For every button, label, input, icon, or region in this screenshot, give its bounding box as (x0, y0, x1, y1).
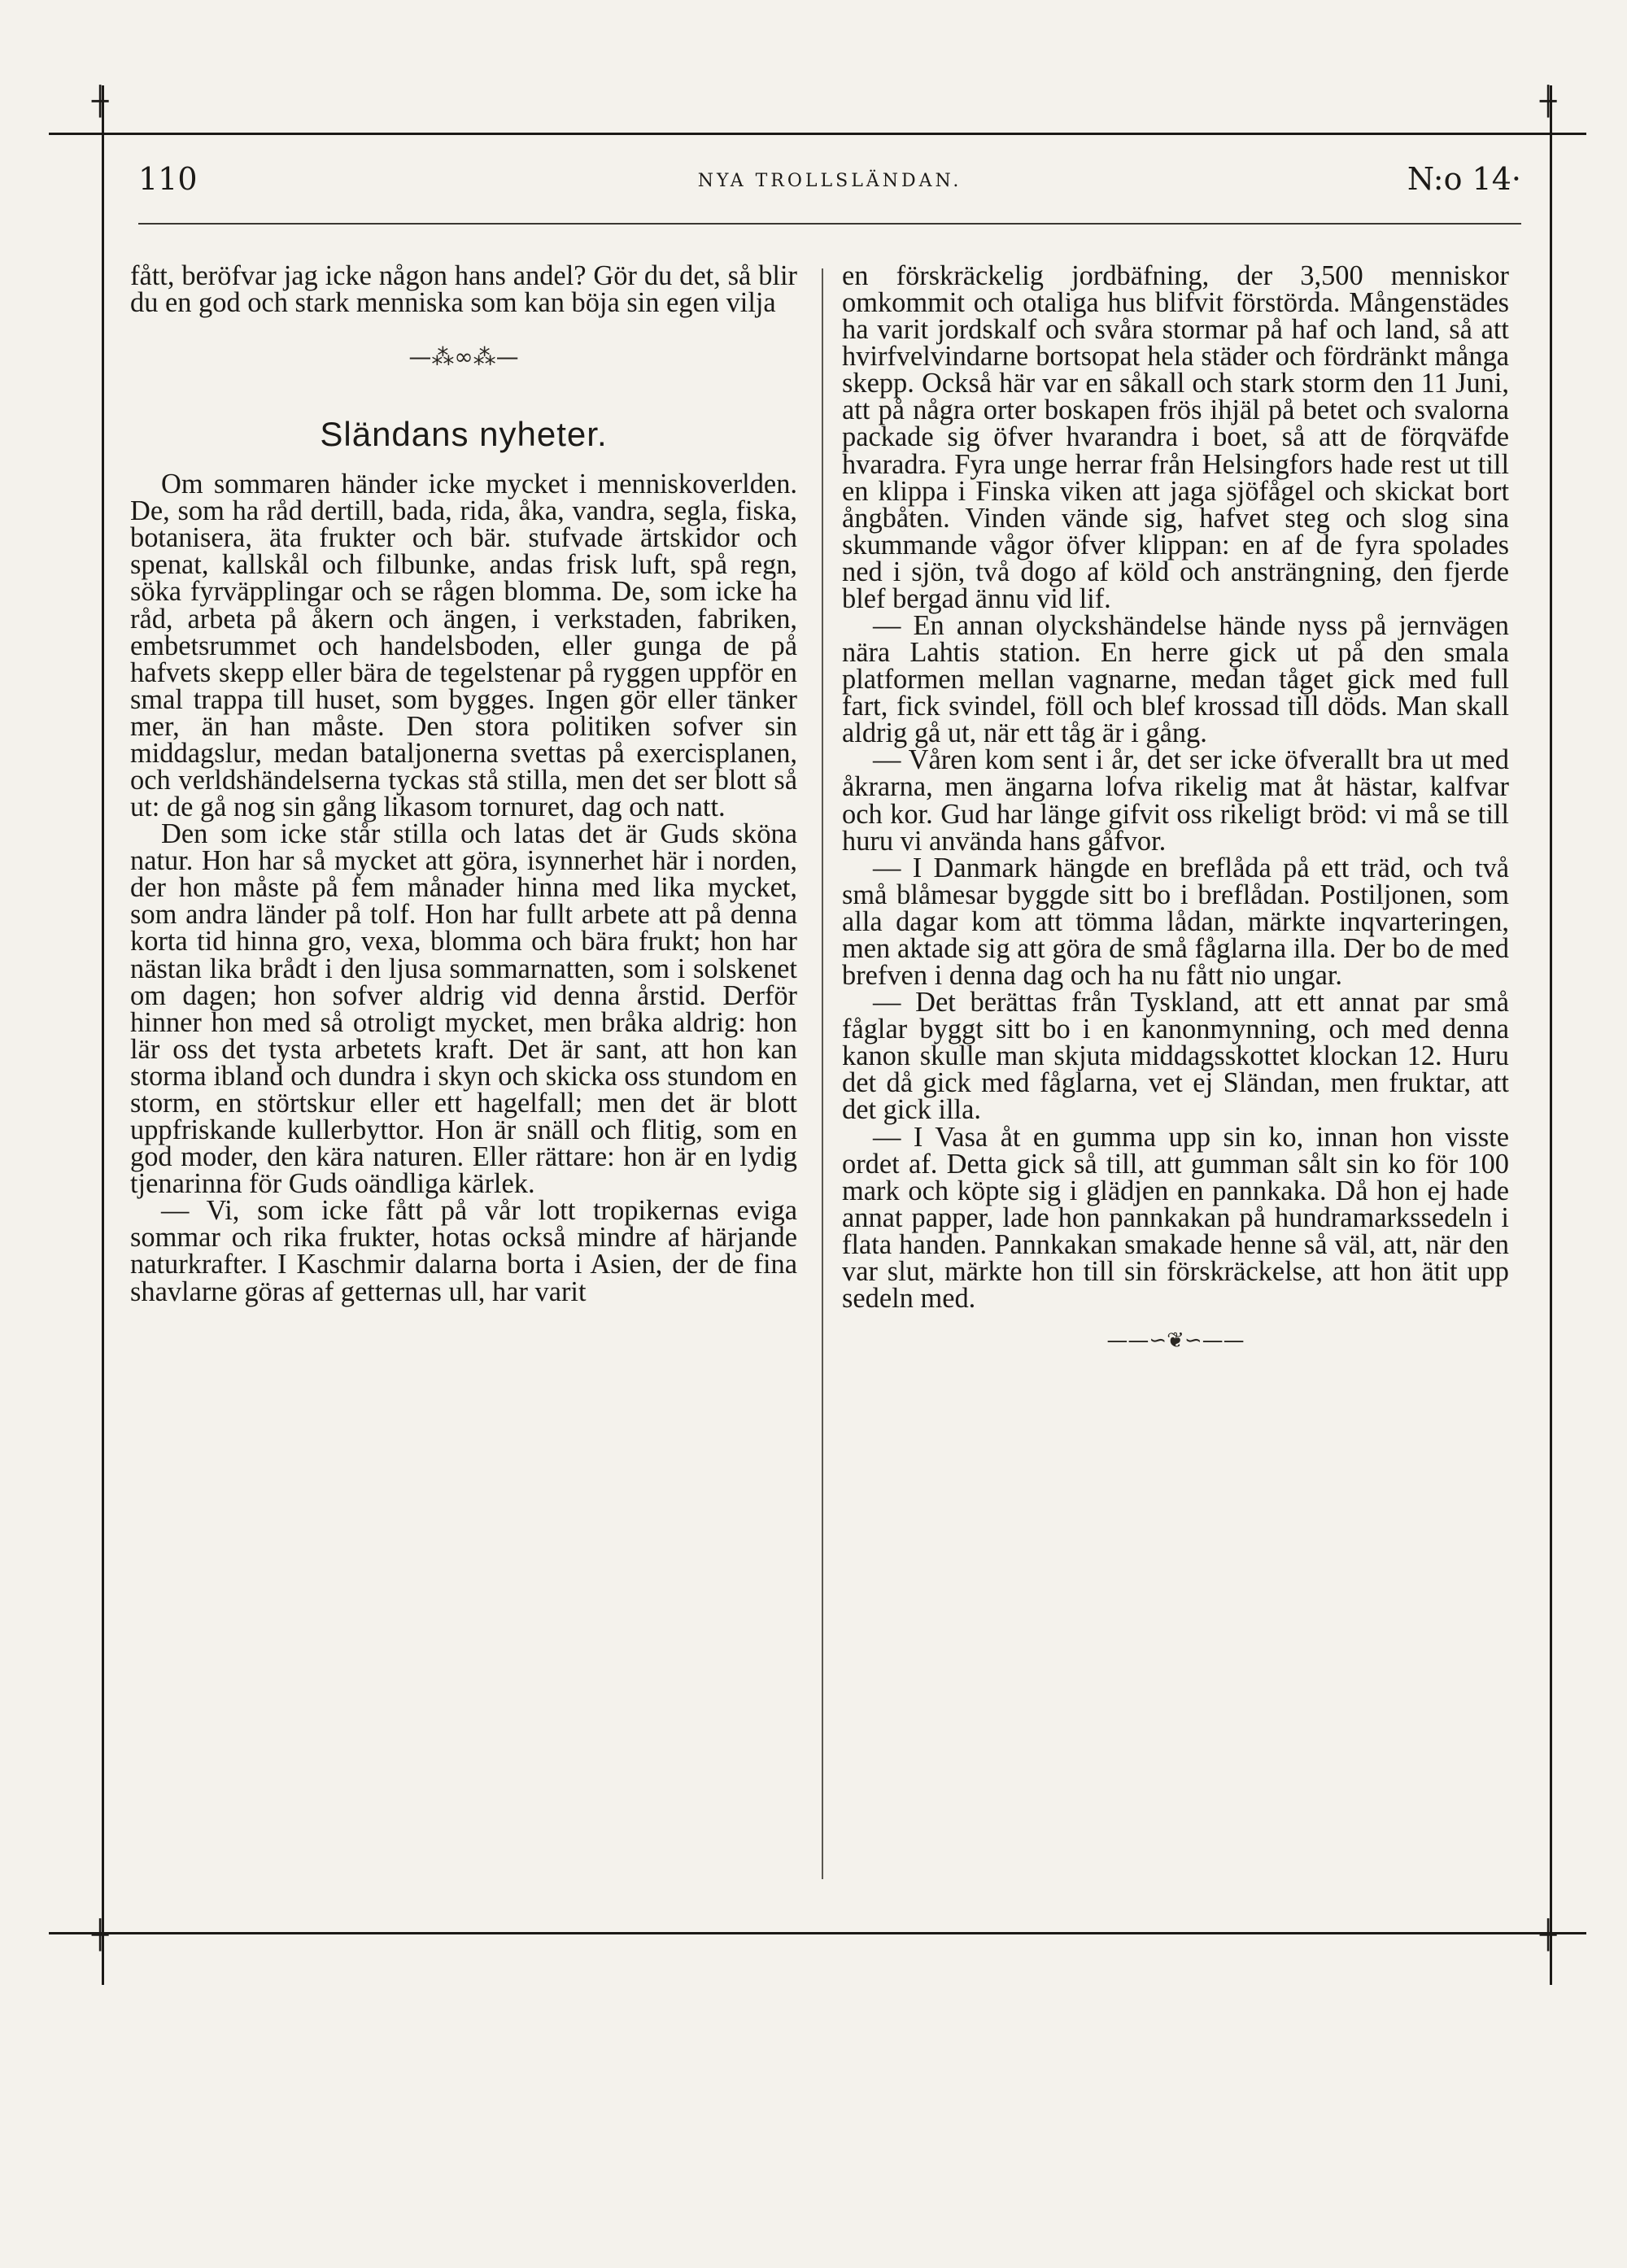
article-paragraph: Den som icke står stilla och latas det är Guds sköna natur. Hon har så mycket att göra, isynnerhet här i norden, der hon måste på fem månader hinna med lika mycket, som andra länder på tolf. Hon har fullt arbete att på denna korta tid hinna gro, vexa, blomma och bära frukt; hon har nästan lika brådt i den ljusa sommarnatten, som i solskenet om dagen; hon sofver aldrig vid denna årstid. Derför hinner hon med så otroligt mycket, men bråka aldrig: hon lär oss det tysta arbetets kraft. Det är sant, att hon kan storma ibland och dundra i skyn och skicka oss stundom en storm, en störtskur eller ett hagelfall; men det är blott uppfriskande kullerbyttor. Hon är snäll och flitig, som en god moder, den kära naturen. Eller rättare: hon är en lydig tjenarinna för Guds oändliga kärlek. (130, 818, 797, 1200)
right-column (842, 260, 1509, 1369)
continued-paragraph: fått, beröfvar jag icke någon hans andel? Gör du det, så blir du en god och stark menniska som kan böja sin egen vilja (130, 260, 797, 319)
crop-mark-icon: ┼ (92, 1919, 109, 1952)
issue-number: N:o 14· (1407, 161, 1521, 197)
news-item: — Det berättas från Tyskland, att ett annat par små fåglar byggt sitt bo i en kanonmynning, och med denna kanon skulle man skjuta middagsskottet klockan 12. Huru det då gick med fåglarna, vet ej Sländan, men fruktar, att det gick illa. (842, 987, 1509, 1126)
news-item: — I Danmark hängde en breflåda på ett träd, och två små blåmesar byggde sitt bo i breflådan. Postiljonen, som alla dagar kom att tömma lådan, märkte inqvarteringen, men aktade sig att göra de små fåglarna illa. Der bo de med brefven i denna dag och ha nu fått nio ungar. (842, 852, 1509, 992)
news-item: — I Vasa åt en gumma upp sin ko, innan hon visste ordet af. Detta gick så till, att gumman sålt sin ko för 100 mark och köpte sig i glädjen en pannkaka. Då hon ej hade annat papper, lade hon pannkakan på hundramarkssedeln i flata handen. Pannkakan smakade henne så väl, att, när den var slut, märkte hon till sin förskräckelse, att hon ätit upp sedeln med. (842, 1121, 1509, 1314)
section-heading: Sländans nyheter. (320, 415, 608, 454)
crop-mark-icon: ┼ (1540, 85, 1557, 118)
running-head (138, 161, 1521, 210)
crop-mark-icon: ┼ (92, 85, 109, 118)
news-item: — En annan olyckshändelse hände nyss på jernvägen nära Lahtis station. En herre gick ut på den smala platformen mellan vagnarne, medan tåget gick med full fart, fick svindel, föll och blef krossad till döds. Man skall aldrig gå ut, när ett tåg är i gång. (842, 610, 1509, 749)
left-column (130, 260, 797, 1307)
frame-right-rule (1550, 85, 1552, 1985)
frame-top-rule (49, 133, 1586, 135)
page-number: 110 (138, 161, 198, 197)
column-divider (822, 268, 823, 1879)
crop-mark-icon: ┼ (1540, 1919, 1557, 1952)
article-paragraph: Om sommaren händer icke mycket i menniskoverlden. De, som ha råd dertill, bada, rida, åka, vandra, segla, fiska, botanisera, äta frukter och bär. stufvade ärtskidor och spenat, kallskål och filbunke, andas frisk luft, spå regn, söka fyrväpplingar och se rågen blomma. De, som icke ha råd, arbeta på åkern och ängen, i verkstaden, fabriken, embetsrummet och handelsboden, eller gunga de på hafvets skepp eller bära de tegelstenar på ryggen uppför en smal trappa till huset, som bygges. Ingen gör eller tänker mer, än han måste. Den stora politiken sofver sin middagslur, medan bataljonerna svettas på exercisplanen, och verldshändelserna tyckas stå stilla, men det ser blott så ut: de gå nog sin gång likasom tornuret, dag och natt. (130, 469, 797, 823)
section-ornament: —⁂∞⁂— (408, 343, 519, 371)
frame-bottom-rule (49, 1932, 1586, 1934)
article-paragraph: en förskräckelig jordbäfning, der 3,500 menniskor omkommit och otaliga hus blifvit förstörda. Mångenstädes ha varit jordskalf och svåra stormar på haf och land, så att hvirfvelvindarne bortsopat hela städer och fördränkt många skepp. Också här var en såkall och stark storm den 11 Juni, att på några orter boskapen frös ihjäl på betet och svalorna packade sig öfver hvarandra i boet, så att de förqväfde hvaradra. Fyra unge herrar från Helsingfors hade rest ut till en klippa i Finska viken att jaga sjöfågel och skickat bort ångbåten. Vinden vände sig, hafvet steg och slog sina skummande vågor öfver klippan: en af de fyra spolades ned i sjön, två dogo af köld och ansträngning, den fjerde blef bergad ännu vid lif. (842, 260, 1509, 614)
frame-left-rule (102, 85, 104, 1985)
article-paragraph: — Vi, som icke fått på vår lott tropikernas eviga sommar och rika frukter, hotas också mindre af härjande naturkrafter. I Kaschmir dalarna borta i Asien, der de fina shavlarne göras af getternas ull, har varit (130, 1195, 797, 1307)
news-item: — Våren kom sent i år, det ser icke öfverallt bra ut med åkrarna, men ängarna lofva rikelig mat åt hästar, kalfvar och kor. Gud har länge gifvit oss rikeligt bröd: vi må se till huru vi använda hans gåfvor. (842, 744, 1509, 857)
journal-title: NYA TROLLSLÄNDAN. (697, 171, 962, 191)
end-ornament: ——∽❦∽—— (1106, 1328, 1245, 1354)
header-rule (138, 223, 1521, 225)
